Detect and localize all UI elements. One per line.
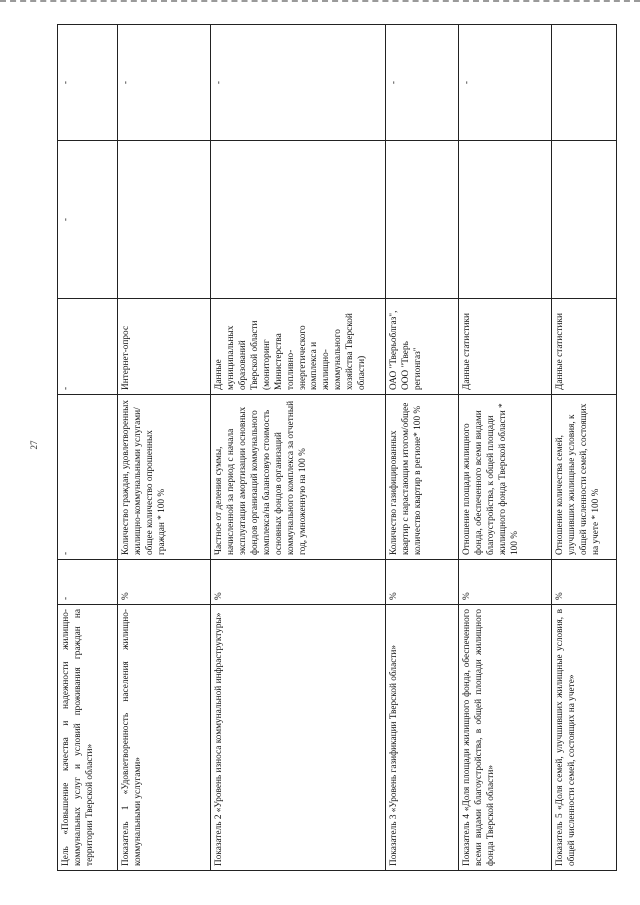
method-cell: Количество газифицированных квартир с нарастающим итогом/общее количество квартир в регионе* 100 % <box>385 395 458 560</box>
method-cell: Отношение площади жилищного фонда, обеспеченного всеми видами благоустройства, к общей площади жилищного фонда Тверской области * 100 % <box>459 395 552 560</box>
unit-cell: % <box>118 560 211 605</box>
method-cell: Частное от деления суммы, начисленной за период с начала эксплуатации амортизации основных фондов организаций коммунального комплекса/на балансовую стоимость основных фондов организаций коммунального комплекса за отчетный год, умноженную на 100 % <box>211 395 386 560</box>
responsible-cell: - <box>58 25 118 141</box>
unit-cell: - <box>58 560 118 605</box>
indicator-cell: Цель «Повышение качества и надежности жилищно-коммунальных услуг и условий проживания граждан на территории Тверской области» <box>58 605 118 871</box>
source-cell: - <box>58 299 118 395</box>
unit-cell: % <box>385 560 458 605</box>
method-cell: - <box>58 395 118 560</box>
table-row <box>118 25 211 871</box>
frequency-cell <box>385 141 458 299</box>
frequency-cell <box>118 141 211 299</box>
table-row <box>58 25 118 871</box>
responsible-cell: - <box>211 25 386 141</box>
responsible-cell: - <box>385 25 458 141</box>
unit-cell: % <box>552 560 617 605</box>
frequency-cell <box>459 141 552 299</box>
unit-cell: % <box>459 560 552 605</box>
source-cell: ОАО "Тверьоблгаз", ООО "Тверь регионгаз" <box>385 299 458 395</box>
method-cell: Отношение количества семей, улучшивших жилищные условия, к общей численности семей, состоящих на учете * 100 % <box>552 395 617 560</box>
table-row <box>552 25 617 871</box>
indicator-cell: Показатель 4 «Доля площади жилищного фонда, обеспеченного всеми видами благоустройства, в общей площади жилищного фонда Тверской области» <box>459 605 552 871</box>
responsible-cell <box>552 25 617 141</box>
indicator-cell: Показатель 1 «Удовлетворенность населения жилищно-коммунальными услугами» <box>118 605 211 871</box>
indicators-table <box>57 24 617 871</box>
indicator-cell: Показатель 2 «Уровень износа коммунальной инфраструктуры» <box>211 605 386 871</box>
page-number: 27 <box>29 440 39 450</box>
indicator-cell: Показатель 5 «Доля семей, улучшивших жилищные условия, в общей численности семей, состоящих на учете» <box>552 605 617 871</box>
responsible-cell: - <box>459 25 552 141</box>
table-row <box>385 25 458 871</box>
rotated-table-page <box>57 25 617 871</box>
frequency-cell <box>552 141 617 299</box>
source-cell: Данные муниципальных образований Тверской области (мониторинг Министерства топливно-энергетического комплекса и жилищно-коммунального хозяйства Тверской области) <box>211 299 386 395</box>
method-cell: Количество граждан, удовлетворенных жилищно-коммунальными услугами/ общее количество опрошенных граждан * 100 % <box>118 395 211 560</box>
responsible-cell: - <box>118 25 211 141</box>
unit-cell: % <box>211 560 386 605</box>
table-row <box>211 25 386 871</box>
frequency-cell <box>211 141 386 299</box>
table-row <box>459 25 552 871</box>
scan-edge-line <box>0 0 640 2</box>
source-cell: Данные статистики <box>459 299 552 395</box>
source-cell: Данные статистики <box>552 299 617 395</box>
frequency-cell: - <box>58 141 118 299</box>
source-cell: Интернет-опрос <box>118 299 211 395</box>
indicator-cell: Показатель 3 «Уровень газификации Тверской области» <box>385 605 458 871</box>
